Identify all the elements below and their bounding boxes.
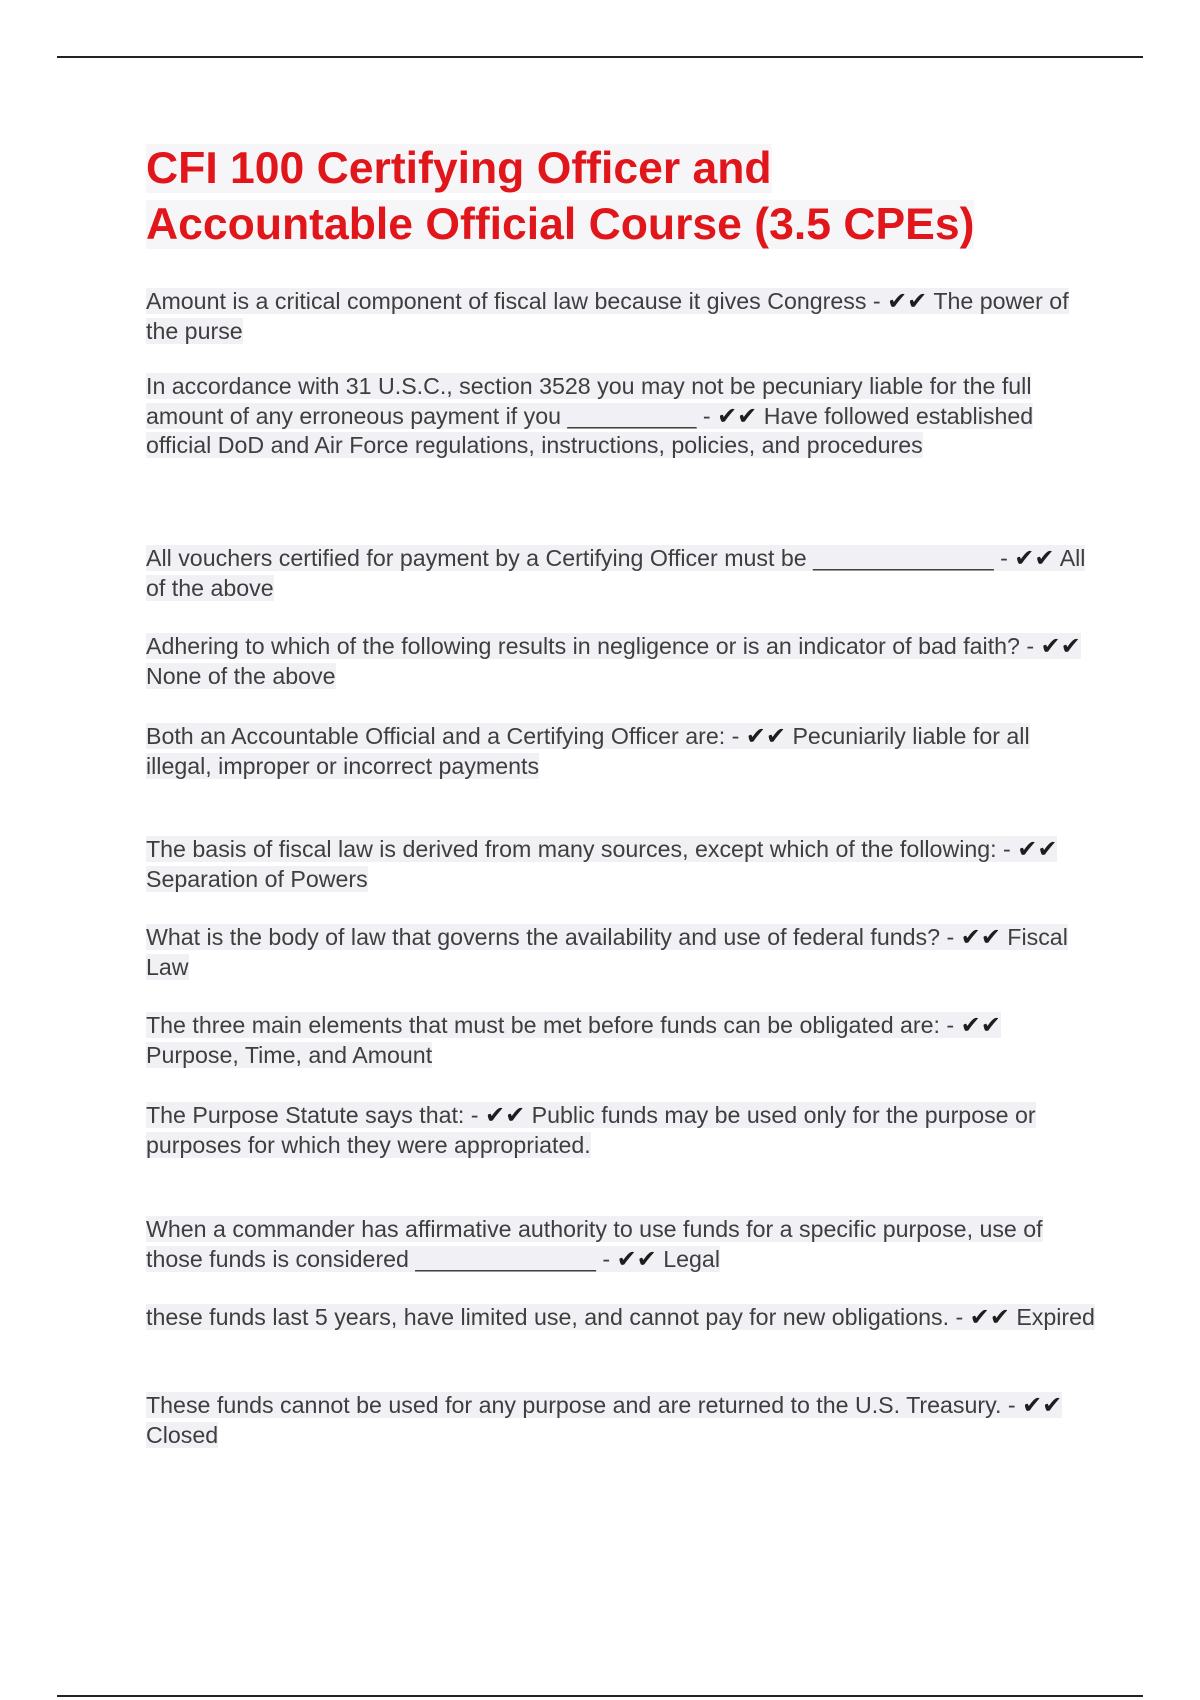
qa-entry <box>146 632 1096 691</box>
qa-entry <box>146 544 1096 603</box>
answer-text: Public funds may be used only for the purpose or purposes for which they were appropriated. <box>146 1102 1036 1158</box>
qa-entry <box>146 1101 1096 1160</box>
question-text: When a commander has affirmative authority to use funds for a specific purpose, use of those funds is considered ______________ - <box>146 1216 1043 1272</box>
checkmark-icon: ✔ <box>1040 632 1061 660</box>
checkmark-icon: ✔ <box>1042 1391 1063 1419</box>
document-title <box>146 141 1106 253</box>
checkmark-icon: ✔ <box>989 1303 1010 1331</box>
qa-entry <box>146 722 1096 781</box>
checkmark-icon: ✔ <box>1014 544 1035 572</box>
checkmark-icon: ✔ <box>969 1303 990 1331</box>
qa-entry <box>146 372 1096 461</box>
answer-text: Expired <box>1016 1304 1095 1330</box>
checkmark-icon: ✔ <box>980 1011 1001 1039</box>
checkmark-icon: ✔ <box>1017 835 1038 863</box>
question-text: Amount is a critical component of fiscal law because it gives Congress - <box>146 288 881 314</box>
checkmark-icon: ✔ <box>960 1011 981 1039</box>
question-text: Adhering to which of the following results in negligence or is an indicator of bad faith? - <box>146 633 1035 659</box>
qa-entry <box>146 1215 1096 1274</box>
question-text: In accordance with 31 U.S.C., section 3528 you may not be pecuniary liable for the full amount of any erroneous payment if you __________ - <box>146 373 1032 429</box>
checkmark-icon: ✔ <box>505 1101 526 1129</box>
answer-text: Purpose, Time, and Amount <box>146 1041 433 1068</box>
question-text: The Purpose Statute says that: - <box>146 1102 479 1128</box>
checkmark-icon: ✔ <box>1060 632 1081 660</box>
answer-text: None of the above <box>146 662 336 689</box>
top-rule <box>57 56 1143 58</box>
checkmark-icon: ✔ <box>960 923 981 951</box>
checkmark-icon: ✔ <box>484 1101 506 1129</box>
title-line-2: Accountable Official Course (3.5 CPEs) <box>146 200 975 249</box>
answer-text: Fiscal Law <box>146 924 1068 980</box>
answer-text: The power of the purse <box>146 288 1069 344</box>
checkmark-icon: ✔ <box>980 923 1001 951</box>
question-text: Both an Accountable Official and a Certifying Officer are: - <box>146 723 740 749</box>
question-text: The basis of fiscal law is derived from many sources, except which of the following: - <box>146 836 1011 862</box>
checkmark-icon: ✔ <box>887 287 908 315</box>
checkmark-icon: ✔ <box>636 1244 657 1273</box>
answer-text: Separation of Powers <box>146 865 368 892</box>
answer-text: Closed <box>146 1421 219 1448</box>
checkmark-icon: ✔ <box>717 401 738 430</box>
qa-entry <box>146 923 1096 982</box>
checkmark-icon: ✔ <box>765 722 786 750</box>
question-text: these funds last 5 years, have limited use, and cannot pay for new obligations. - <box>146 1304 964 1330</box>
qa-entry <box>146 1011 1096 1070</box>
bottom-rule <box>57 1695 1143 1697</box>
answer-text: Legal <box>663 1245 720 1272</box>
answer-text: Pecuniarily liable for all illegal, improper or incorrect payments <box>146 723 1030 779</box>
checkmark-icon: ✔ <box>737 401 758 430</box>
checkmark-icon: ✔ <box>745 722 766 750</box>
qa-entry <box>146 287 1096 346</box>
qa-entry <box>146 1391 1096 1450</box>
qa-entry <box>146 1303 1096 1333</box>
checkmark-icon: ✔ <box>1034 544 1055 572</box>
answer-text: Have followed established official DoD and Air Force regulations, instructions, policies, and procedures <box>146 402 1034 458</box>
checkmark-icon: ✔ <box>907 287 928 315</box>
question-text: What is the body of law that governs the availability and use of federal funds? - <box>146 924 955 950</box>
answer-text: All of the above <box>146 545 1086 601</box>
checkmark-icon: ✔ <box>1022 1391 1043 1419</box>
checkmark-icon: ✔ <box>1037 835 1058 863</box>
title-line-1: CFI 100 Certifying Officer and <box>146 144 772 193</box>
question-text: The three main elements that must be met before funds can be obligated are: - <box>146 1012 955 1038</box>
checkmark-icon: ✔ <box>616 1244 637 1273</box>
question-text: All vouchers certified for payment by a Certifying Officer must be ______________ - <box>146 545 1008 571</box>
qa-entry <box>146 835 1096 894</box>
question-text: These funds cannot be used for any purpose and are returned to the U.S. Treasury. - <box>146 1392 1016 1418</box>
